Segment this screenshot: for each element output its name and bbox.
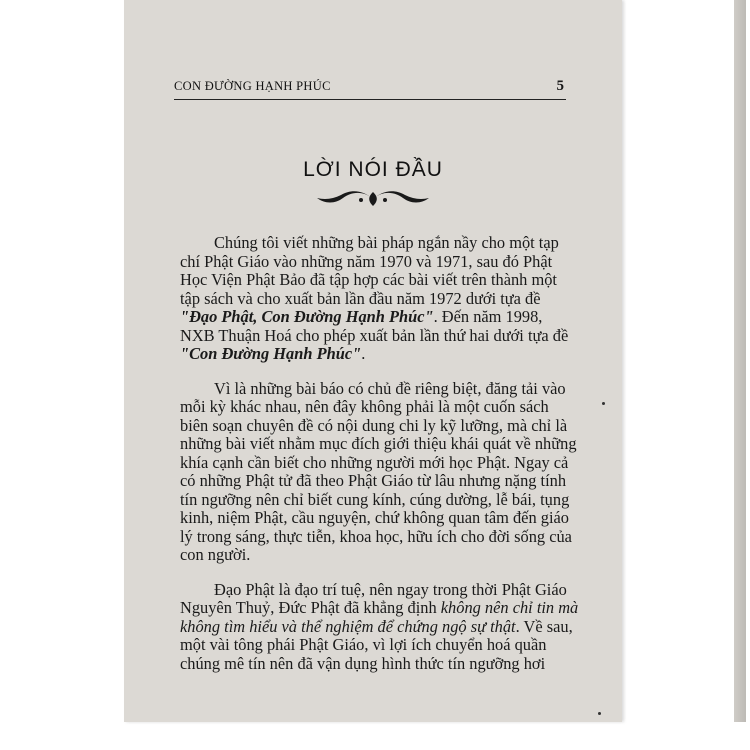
running-head: CON ĐƯỜNG HẠNH PHÚC [174,79,331,93]
italic-quote: không nên chỉ tin mà [440,598,579,617]
paragraph-gap [180,565,572,581]
text-line [180,618,572,637]
text-line: chí Phật Giáo vào những năm 1970 và 1971, sau đó Phật [180,251,553,271]
text-line [180,308,572,327]
paper-speck [602,402,605,405]
paragraph-3 [180,579,579,674]
text-fragment: . [361,344,366,363]
paper-speck [598,712,601,715]
book-page [124,0,622,722]
page-number: 5 [556,78,564,94]
text-line: tín ngưỡng nên chỉ biết cung kính, cúng dường, lễ bái, tụng [180,489,570,509]
text-line [180,598,579,618]
text-line: một vài tông phái Phật Giáo, vì lợi ích chuyển hoá quần [180,635,547,654]
text-fragment: . Về sau, [515,616,573,636]
text-line: Chúng tôi viết những bài pháp ngắn nầy cho một tạp [214,233,559,252]
book-title-2: "Con Đường Hạnh Phúc" [180,344,362,363]
text-line: lý trong sáng, thực tiễn, khoa học, hữu ích cho đời sống của [180,526,572,546]
text-line: Học Viện Phật Bảo đã tập hợp các bài viết trên thành một [180,270,557,289]
text-line: mỗi kỳ khác nhau, nên đây không phải là một cuốn sách [180,397,549,416]
header-rule [174,99,566,100]
text-line: tập sách và cho xuất bản lần đầu năm 1972 dưới tựa đề [180,288,541,308]
paragraph-1 [180,234,572,364]
text-line: có những Phật tử đã theo Phật Giáo từ lâu nhưng nặng tính [180,471,567,490]
italic-quote: không tìm hiểu và thể nghiệm để chứng ngộ sự thật [180,616,516,636]
text-line: con người. [180,545,251,564]
body-text [180,233,579,673]
text-fragment: Nguyên Thuỷ, Đức Phật đã khẳng định [180,598,441,617]
text-line: khía cạnh cần biết cho những người mới học Phật. Ngay cả [180,452,569,472]
chapter-title: LỜI NÓI ĐẦU [303,158,443,181]
paragraph-gap [180,364,572,380]
text-line: Vì là những bài báo có chủ đề riêng biệt, đăng tải vào [214,378,566,398]
paragraph-2 [180,378,577,565]
text-line: Đạo Phật là đạo trí tuệ, nên ngay trong thời Phật Giáo [214,579,567,599]
ornament-flourish-icon [313,186,433,212]
book-title-1: "Đạo Phật, Con Đường Hạnh Phúc" [180,307,434,326]
text-line: kinh, niệm Phật, cầu nguyện, chứ không quan tâm đến giáo [180,508,569,527]
text-line: chúng mê tín nên đã vận dụng hình thức tín ngưỡng hơi [180,653,546,673]
text-line [180,345,572,364]
text-fragment: . Đến năm 1998, [433,307,543,326]
page-edge [734,0,746,722]
text-line: những bài viết nhằm mục đích giới thiệu khái quát về những [180,434,577,453]
text-line: NXB Thuận Hoá cho phép xuất bản lần thứ hai dưới tựa đề [180,325,569,345]
text-line: biên soạn chuyên đề có nội dung chi ly kỹ lưỡng, mà chỉ là [180,415,568,435]
